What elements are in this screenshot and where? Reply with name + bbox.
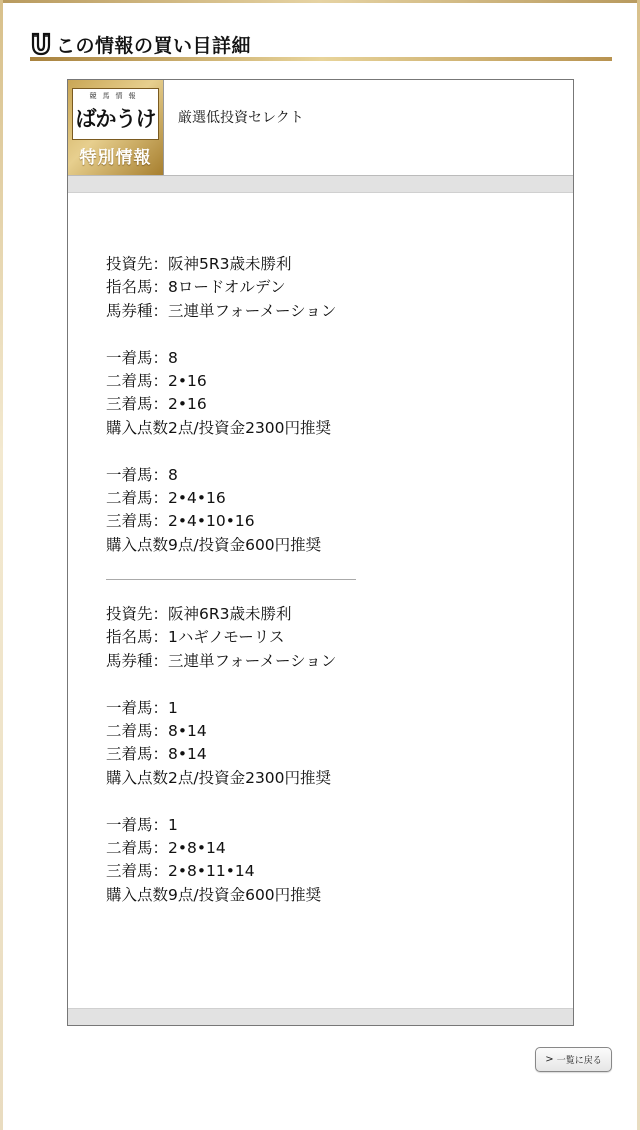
ticket-first: 一着馬：1 <box>106 698 178 717</box>
page-header <box>30 28 612 60</box>
race-bet-type: 馬券種：三連単フォーメーション <box>106 651 337 670</box>
back-button-label: 一覧に戻る <box>556 1056 602 1066</box>
race-bet-type: 馬券種：三連単フォーメーション <box>106 301 337 320</box>
bakauke-logo <box>68 80 163 175</box>
gold-left-border <box>0 0 3 1130</box>
page-title: この情報の買い目詳細 <box>56 34 252 57</box>
gold-top-border <box>0 0 640 3</box>
ticket-third: 三着馬：2•4•10•16 <box>106 512 255 531</box>
ticket-second: 二着馬：2•16 <box>106 371 207 390</box>
card-subtitle: 厳選低投資セレクト <box>178 110 304 126</box>
ticket-purchase: 購入点数9点/投資金600円推奨 <box>106 535 322 554</box>
ticket-first: 一着馬：8 <box>106 465 178 484</box>
race-pick: 指名馬：1ハギノモーリス <box>106 628 285 647</box>
back-to-list-button[interactable] <box>535 1047 612 1072</box>
chevron-right-icon: > <box>545 1054 554 1065</box>
ticket-first: 一着馬：1 <box>106 815 178 834</box>
info-card <box>67 79 574 1026</box>
race-divider <box>106 579 356 580</box>
ticket-third: 三着馬：8•14 <box>106 745 207 764</box>
race-venue: 投資先：阪神6R3歳未勝利 <box>106 605 292 624</box>
card-header <box>68 80 573 175</box>
ticket-second: 二着馬：2•4•16 <box>106 488 226 507</box>
header-divider <box>163 80 164 175</box>
card-bottom-band <box>68 1008 573 1025</box>
horseshoe-icon <box>30 32 52 56</box>
race-pick: 指名馬：8ロードオルデン <box>106 278 286 297</box>
logo-special-text: 特別情報 <box>79 148 152 168</box>
ticket-third: 三着馬：2•16 <box>106 395 207 414</box>
ticket-second: 二着馬：2•8•14 <box>106 838 226 857</box>
ticket-purchase: 購入点数9点/投資金600円推奨 <box>106 885 322 904</box>
ticket-second: 二着馬：8•14 <box>106 722 207 741</box>
ticket-purchase: 購入点数2点/投資金2300円推奨 <box>106 418 332 437</box>
card-top-band <box>68 175 573 193</box>
logo-plate <box>72 88 159 140</box>
header-gold-rule <box>30 57 612 61</box>
logo-brand-text: ばかうけ <box>75 107 156 131</box>
ticket-first: 一着馬：8 <box>106 348 178 367</box>
ticket-purchase: 購入点数2点/投資金2300円推奨 <box>106 768 332 787</box>
logo-small-text: 競馬情報 <box>89 92 142 100</box>
race-venue: 投資先：阪神5R3歳未勝利 <box>106 255 292 273</box>
ticket-third: 三着馬：2•8•11•14 <box>106 862 255 881</box>
bet-details <box>106 253 546 907</box>
